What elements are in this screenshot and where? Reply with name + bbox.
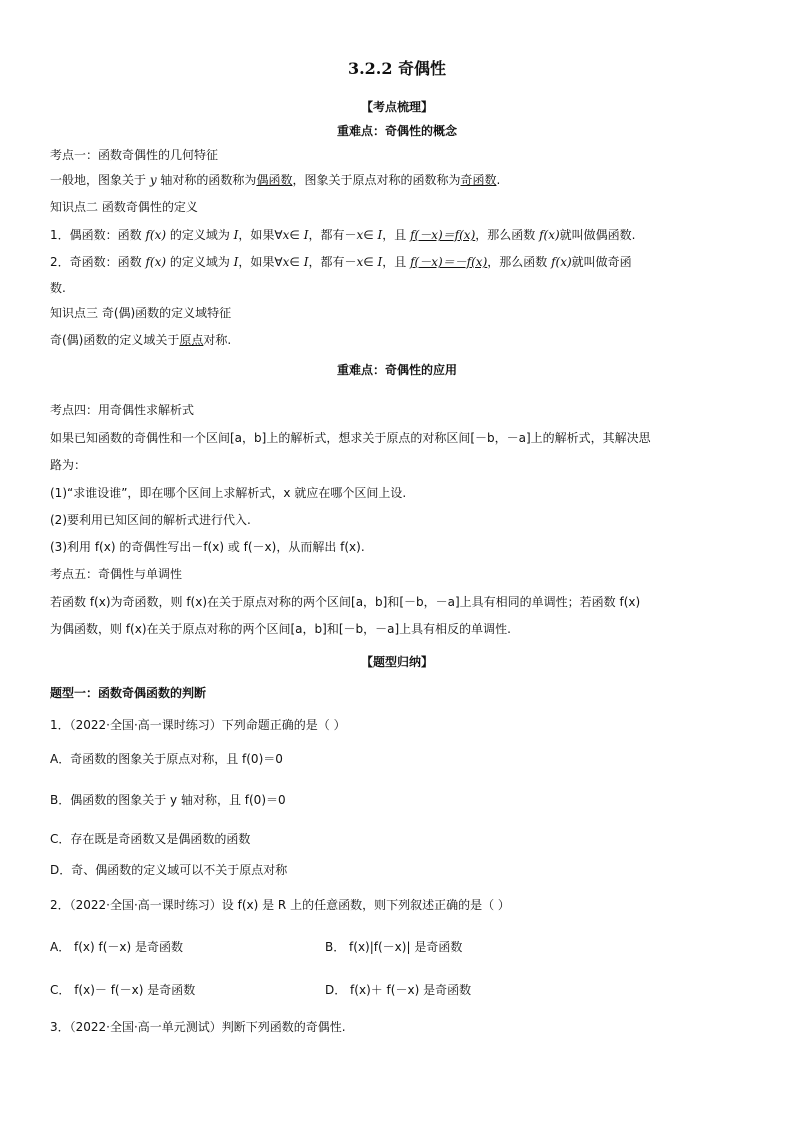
point-1-heading: 考点一：函数奇偶性的几何特征 (50, 148, 219, 162)
odd-function-definition-cont: 数. (50, 281, 66, 295)
analytic-paragraph-line1: 如果已知函数的奇偶性和一个区间[a，b]上的解析式，想求关于原点的对称区间[－b，－a]上的解析式，其解决思 (50, 431, 651, 445)
question-2: 2．（2022·全国·高一课时练习）设 f(x) 是 R 上的任意函数，则下列叙述正确的是（ ） (50, 898, 510, 912)
step-3: (3)利用 f(x) 的奇偶性写出－f(x) 或 f(－x)，从而解出 f(x). (50, 540, 365, 554)
monotonic-paragraph-line1: 若函数 f(x)为奇函数，则 f(x)在关于原点对称的两个区间[a，b]和[－b，－a]上具有相同的单调性；若函数 f(x) (50, 595, 641, 609)
term-odd-function: 奇函数 (460, 173, 497, 187)
term-even-function: 偶函数 (256, 173, 293, 187)
point-3-heading: 知识点三 奇(偶)函数的定义域特征 (50, 306, 232, 320)
point-4-heading: 考点四：用奇偶性求解析式 (50, 403, 195, 417)
question-1-option-a: A．奇函数的图象关于原点对称，且 f(0)＝0 (50, 752, 283, 766)
question-2-option-b: B． f(x)|f(－x)| 是奇函数 (325, 940, 463, 954)
question-1-option-b: B．偶函数的图象关于 y 轴对称，且 f(0)＝0 (50, 793, 286, 807)
section-heading-kaodian: 【考点梳理】 (360, 100, 433, 114)
step-1: (1)“求谁设谁”，即在哪个区间上求解析式，x 就应在哪个区间上设. (50, 486, 407, 500)
question-3: 3．（2022·全国·高一单元测试）判断下列函数的奇偶性. (50, 1020, 346, 1034)
subheading-concept: 重难点：奇偶性的概念 (336, 124, 457, 138)
question-1-option-d: D．奇、偶函数的定义域可以不关于原点对称 (50, 863, 288, 877)
point-5-heading: 考点五：奇偶性与单调性 (50, 567, 183, 581)
question-2-option-a: A． f(x) f(－x) 是奇函数 (50, 940, 184, 954)
question-type-1-heading: 题型一：函数奇偶函数的判断 (50, 686, 207, 700)
question-2-option-d: D． f(x)＋ f(－x) 是奇函数 (325, 983, 472, 997)
question-1: 1．（2022·全国·高一课时练习）下列命题正确的是（ ） (50, 718, 346, 732)
odd-condition: f(－x)＝－f(x) (410, 255, 488, 269)
question-1-option-c: C．存在既是奇函数又是偶函数的函数 (50, 832, 251, 846)
domain-feature: 奇(偶)函数的定义域关于原点对称. (50, 333, 232, 347)
analytic-paragraph-line2: 路为： (50, 458, 87, 472)
document-title: 3.2.2 奇偶性 (347, 59, 447, 78)
point-2-heading: 知识点二 函数奇偶性的定义 (50, 200, 198, 214)
term-origin: 原点 (179, 333, 204, 347)
monotonic-paragraph-line2: 为偶函数，则 f(x)在关于原点对称的两个区间[a，b]和[－b，－a]上具有相反的单调性. (50, 622, 511, 636)
paragraph-geometric: 一般地，图象关于 y 轴对称的函数称为偶函数，图象关于原点对称的函数称为奇函数. (50, 173, 501, 187)
even-condition: f(－x)＝f(x) (410, 228, 476, 242)
section-heading-tixing: 【题型归纳】 (360, 655, 433, 669)
even-function-definition: 1．偶函数：函数 f(x) 的定义域为 I，如果∀x∈ I，都有－x∈ I，且 f(－x)＝f(x)，那么函数 f(x)就叫做偶函数. (50, 228, 636, 242)
odd-function-definition: 2．奇函数：函数 f(x) 的定义域为 I，如果∀x∈ I，都有－x∈ I，且 f(－x)＝－f(x)，那么函数 f(x)就叫做奇函 (50, 255, 632, 269)
question-2-option-c: C． f(x)－ f(－x) 是奇函数 (50, 983, 196, 997)
subheading-application: 重难点：奇偶性的应用 (336, 363, 457, 377)
step-2: (2)要利用已知区间的解析式进行代入. (50, 513, 251, 527)
